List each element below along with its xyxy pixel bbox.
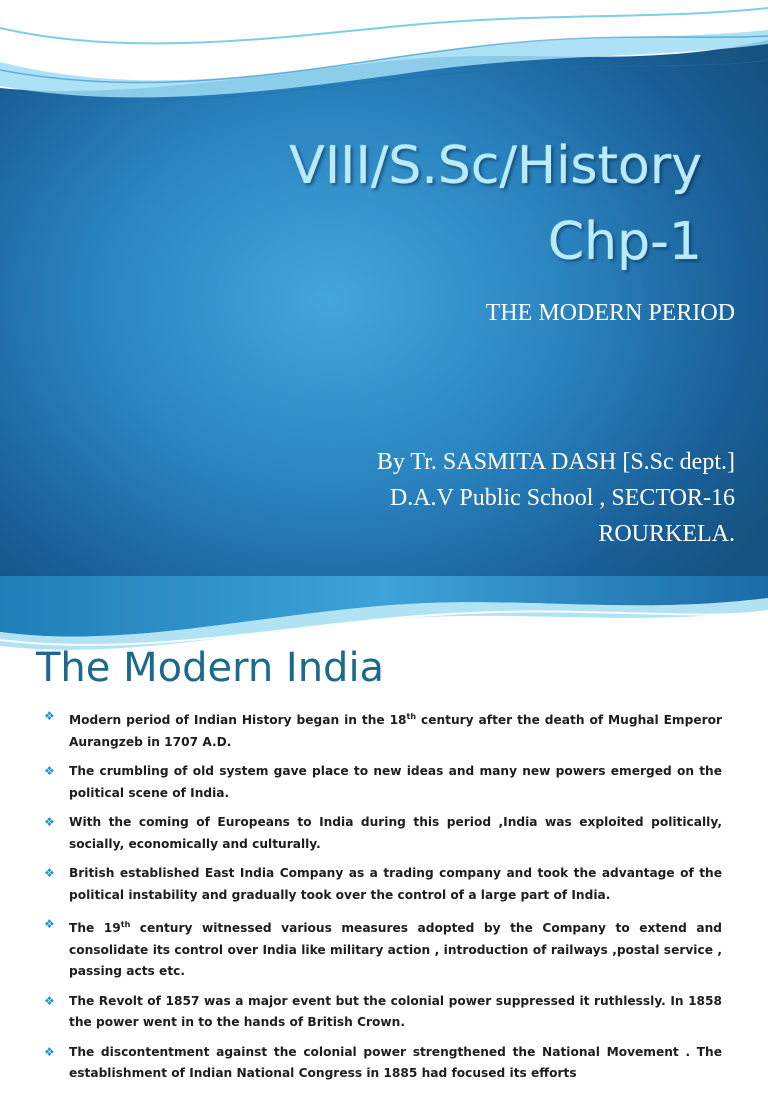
bullet-text-continued: century after the death of Mughal Emperor Aurangzeb in 1707 A.D. (69, 713, 722, 749)
bullet-superscript: th (406, 712, 417, 721)
title-line-1: VIII/S.Sc/History (289, 136, 702, 196)
diamond-bullet-icon: ❖ (44, 993, 55, 1008)
bullet-item (44, 761, 722, 804)
content-slide (0, 576, 768, 1081)
bullet-text: The crumbling of old system gave place to new ideas and many new powers emerged on the political scene of India. (69, 764, 722, 800)
diamond-bullet-icon: ❖ (44, 866, 55, 881)
diamond-bullet-icon: ❖ (44, 815, 55, 830)
bullet-text: The discontentment against the colonial power strengthened the National Movement . The establishment of Indian National Congress in 1885 had focused its efforts (69, 1044, 722, 1081)
slide-heading: The Modern India (36, 645, 385, 691)
bullet-text: Modern period of Indian History began in the 18 (69, 713, 407, 728)
bullet-item (44, 812, 722, 855)
bullet-text: With the coming of Europeans to India during this period ,India was exploited politically, socially, economically and culturally. (69, 815, 722, 851)
bullet-item (44, 991, 722, 1034)
bullet-item (44, 1042, 722, 1085)
diamond-bullet-icon: ❖ (44, 917, 55, 932)
slide-subtitle: THE MODERN PERIOD (485, 300, 735, 326)
byline-city: ROURKELA. (598, 521, 735, 547)
author-byline (377, 444, 735, 552)
diamond-bullet-icon: ❖ (44, 1044, 55, 1059)
bullet-text: The 19 (69, 921, 121, 936)
title-line-2: Chp-1 (547, 212, 702, 272)
bullet-list (44, 706, 722, 1093)
bullet-item (44, 914, 722, 983)
slide-title (62, 128, 702, 280)
bullet-text: British established East India Company as a trading company and took the advantage of the political instability and gradually took over the control of a large part of India. (69, 866, 722, 902)
bullet-superscript: th (120, 920, 131, 930)
diamond-bullet-icon: ❖ (44, 709, 55, 723)
byline-author: By Tr. SASMITA DASH [S.Sc dept.] (376, 449, 735, 475)
diamond-bullet-icon: ❖ (44, 764, 55, 779)
byline-school: D.A.V Public School , SECTOR-16 (389, 485, 735, 511)
bullet-text: The Revolt of 1857 was a major event but the colonial power suppressed it ruthlessly. In 1858 the power went in to the hands of British Crown. (69, 993, 722, 1030)
bullet-text-continued: century witnessed various measures adopted by the Company to extend and consolidate its control over India like military action , introduction of railways ,postal service , passing acts etc. (69, 921, 722, 979)
bullet-item (44, 863, 722, 906)
bullet-item (44, 706, 722, 753)
